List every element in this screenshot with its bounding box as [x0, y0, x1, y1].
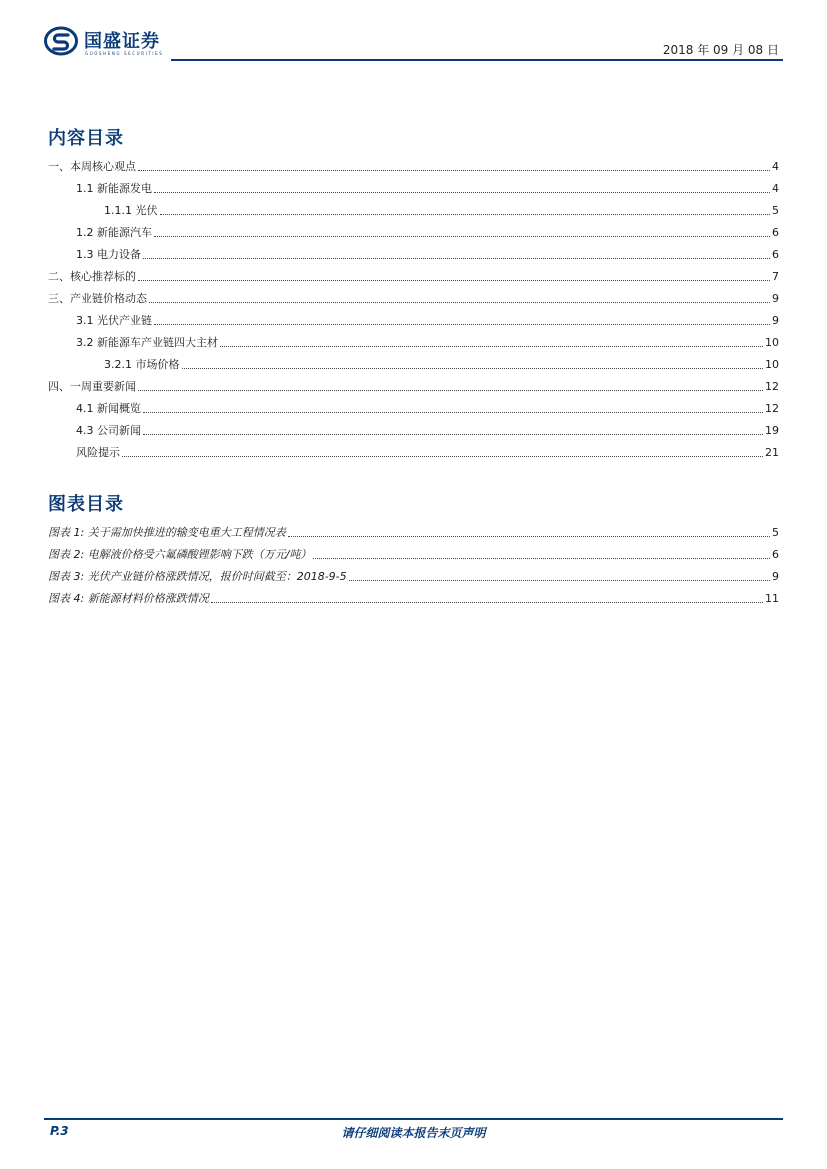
toc-entry[interactable] — [48, 444, 779, 460]
toc-entry-label: 3.2.1 市场价格 — [104, 358, 180, 371]
figure-entry-label: 图表 2: 电解液价格受六氟磷酸锂影响下跌（万元/吨） — [48, 548, 312, 561]
toc-leader — [220, 346, 763, 347]
toc-entry-page: 6 — [772, 226, 779, 239]
figure-entry-label: 图表 4: 新能源材料价格涨跌情况 — [48, 592, 209, 605]
toc-leader — [138, 390, 763, 391]
toc-entry-label: 1.1 新能源发电 — [76, 182, 152, 195]
toc-leader — [122, 456, 763, 457]
figure-entry[interactable] — [48, 546, 779, 562]
toc-entry-label: 4.1 新闻概览 — [76, 402, 141, 415]
toc-entry-page: 4 — [772, 160, 779, 173]
toc-leader — [154, 324, 770, 325]
toc-entry-label: 一、本周核心观点 — [48, 160, 136, 173]
toc-entry-label: 4.3 公司新闻 — [76, 424, 141, 437]
toc-entry-page: 9 — [772, 292, 779, 305]
toc-entry-label: 三、产业链价格动态 — [48, 292, 147, 305]
toc-leader — [182, 368, 764, 369]
figure-entry-page: 6 — [772, 548, 779, 561]
figure-entry[interactable] — [48, 590, 779, 606]
header-divider — [171, 59, 783, 61]
toc-entry-page: 21 — [765, 446, 779, 459]
toc-leader — [160, 214, 771, 215]
report-date: 2018 年 09 月 08 日 — [662, 43, 779, 57]
toc-entry[interactable] — [48, 422, 779, 438]
toc-entry-label: 1.3 电力设备 — [76, 248, 141, 261]
footer-divider — [44, 1118, 783, 1120]
figure-entry-page: 9 — [772, 570, 779, 583]
toc-entry-label: 二、核心推荐标的 — [48, 270, 136, 283]
figure-list-title: 图表目录 — [48, 494, 124, 515]
toc-title: 内容目录 — [48, 128, 124, 149]
toc-entry[interactable] — [48, 180, 779, 196]
toc-entry-page: 9 — [772, 314, 779, 327]
toc-entry-page: 6 — [772, 248, 779, 261]
toc-entry[interactable] — [48, 334, 779, 350]
toc-leader — [138, 280, 770, 281]
toc-entry-label: 1.1.1 光伏 — [104, 204, 158, 217]
toc-entry-page: 12 — [765, 380, 779, 393]
toc-leader — [154, 236, 770, 237]
toc-entry-label: 3.2 新能源车产业链四大主材 — [76, 336, 218, 349]
toc-leader — [143, 434, 763, 435]
toc-entry-label: 1.2 新能源汽车 — [76, 226, 152, 239]
toc-leader — [149, 302, 770, 303]
figure-entry-label: 图表 1: 关于需加快推进的输变电重大工程情况表 — [48, 526, 286, 539]
toc-entry[interactable] — [48, 356, 779, 372]
toc-leader — [349, 580, 770, 581]
toc-leader — [154, 192, 770, 193]
toc-entry-page: 5 — [772, 204, 779, 217]
toc-leader — [143, 412, 763, 413]
footer-disclaimer: 请仔细阅读本报告末页声明 — [341, 1126, 486, 1140]
toc-entry-label: 风险提示 — [76, 446, 120, 459]
figure-entry-label: 图表 3: 光伏产业链价格涨跌情况，报价时间截至：2018-9-5 — [48, 570, 347, 583]
figure-entry[interactable] — [48, 524, 779, 540]
toc-entry[interactable] — [48, 158, 779, 174]
company-name: 国盛证券 — [84, 31, 160, 52]
page-number: P.3 — [50, 1124, 69, 1138]
toc-leader — [143, 258, 770, 259]
toc-entry-page: 10 — [765, 336, 779, 349]
toc-entry[interactable] — [48, 312, 779, 328]
toc-entry-page: 12 — [765, 402, 779, 415]
toc-entry-page: 4 — [772, 182, 779, 195]
toc-entry[interactable] — [48, 246, 779, 262]
company-name-en: GUOSHENG SECURITIES — [85, 51, 164, 56]
toc-entry-label: 3.1 光伏产业链 — [76, 314, 152, 327]
toc-leader — [211, 602, 763, 603]
toc-entry[interactable] — [48, 378, 779, 394]
figure-entry[interactable] — [48, 568, 779, 584]
toc-entry[interactable] — [48, 268, 779, 284]
toc-entry-label: 四、一周重要新闻 — [48, 380, 136, 393]
toc-entry[interactable] — [48, 202, 779, 218]
toc-entry-page: 7 — [772, 270, 779, 283]
toc-entry-page: 10 — [765, 358, 779, 371]
toc-leader — [288, 536, 770, 537]
toc-entry[interactable] — [48, 224, 779, 240]
toc-entry[interactable] — [48, 400, 779, 416]
figure-entry-page: 5 — [772, 526, 779, 539]
toc-entry-page: 19 — [765, 424, 779, 437]
page-header — [44, 24, 783, 64]
toc-leader — [138, 170, 770, 171]
company-logo-icon — [44, 26, 78, 56]
toc-entry[interactable] — [48, 290, 779, 306]
toc-leader — [313, 558, 770, 559]
figure-entry-page: 11 — [765, 592, 779, 605]
